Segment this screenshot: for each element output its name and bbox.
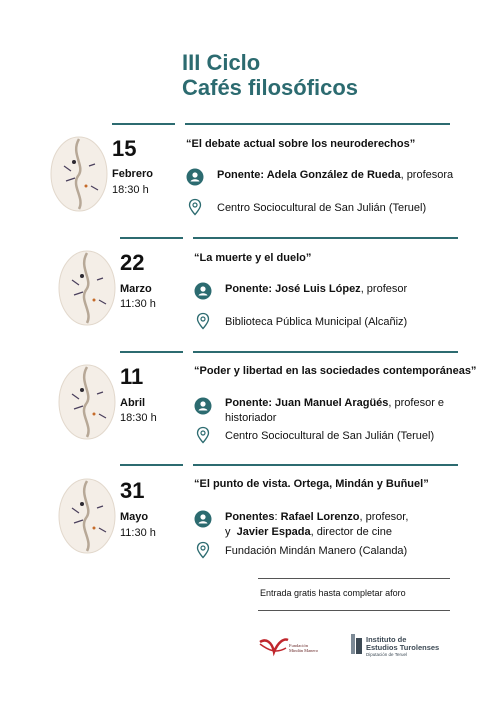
event-day: 11 — [120, 364, 144, 389]
person-icon — [194, 282, 212, 300]
event-venue: Centro Sociocultural de San Julián (Teruel) — [225, 430, 435, 442]
speaker-role: , profesor, — [359, 511, 409, 523]
event-title: “La muerte y el duelo” — [194, 252, 312, 264]
fundacion-line2: Mindán Manero — [289, 648, 319, 653]
separator-rule — [193, 237, 458, 239]
instituto-line2: Estudios Turolenses — [366, 643, 440, 652]
separator-rule — [120, 351, 183, 353]
event-time: 18:30 h — [112, 184, 149, 196]
speaker-role-line2: historiador — [225, 412, 277, 424]
person-icon — [194, 397, 212, 415]
event-title: “Poder y libertad en las sociedades contemporáneas” — [194, 365, 477, 377]
event-venue: Biblioteca Pública Municipal (Alcañiz) — [225, 316, 408, 328]
speaker-colon: : — [274, 511, 281, 523]
fundacion-logo — [258, 634, 290, 662]
speaker-label: Ponente: Juan Manuel Aragüés — [225, 397, 389, 409]
event-venue: Centro Sociocultural de San Julián (Teruel) — [217, 202, 427, 214]
fundacion-line1: Fundación — [289, 643, 308, 648]
title-line-1: III Ciclo — [182, 50, 261, 75]
event-month: Mayo — [120, 511, 149, 523]
event-speaker — [225, 510, 455, 540]
location-pin-icon — [186, 198, 204, 216]
separator-rule — [120, 464, 183, 466]
speaker-label: Ponentes — [225, 511, 275, 523]
speaker-name: Javier Espada — [236, 526, 311, 538]
event-day: 22 — [120, 250, 145, 275]
coffee-bean-icon — [56, 362, 118, 442]
coffee-bean-icon — [56, 476, 118, 556]
event-day: 31 — [120, 478, 145, 503]
instituto-logo-text — [366, 636, 439, 652]
event-month: Marzo — [120, 283, 152, 295]
separator-rule — [120, 237, 183, 239]
speaker-conjunction: y — [225, 526, 237, 538]
event-time: 11:30 h — [120, 527, 156, 539]
location-pin-icon — [194, 312, 212, 330]
event-title: “El debate actual sobre los neuroderechos” — [186, 138, 416, 150]
event-month: Abril — [120, 397, 146, 409]
speaker-name: Rafael Lorenzo — [280, 511, 360, 523]
separator-rule — [112, 123, 175, 125]
person-icon — [186, 168, 204, 186]
location-pin-icon — [194, 541, 212, 559]
speaker-label: Ponente: José Luis López — [225, 283, 361, 295]
speaker-role: , profesor e — [388, 397, 445, 409]
instituto-line1: Instituto de — [366, 635, 407, 644]
event-title: “El punto de vista. Ortega, Mindán y Buñuel” — [194, 478, 429, 490]
speaker-role: , director de cine — [310, 526, 392, 538]
event-speaker — [225, 282, 407, 297]
instituto-logo-mark — [350, 632, 364, 656]
event-venue: Fundación Mindán Manero (Calanda) — [225, 545, 408, 557]
free-entry-note: Entrada gratis hasta completar aforo — [260, 588, 406, 598]
speaker-role: , profesor — [360, 283, 408, 295]
event-day: 15 — [112, 136, 137, 161]
event-month: Febrero — [112, 168, 153, 180]
location-pin-icon — [194, 426, 212, 444]
person-icon — [194, 510, 212, 528]
speaker-role: , profesora — [400, 169, 454, 181]
event-time: 18:30 h — [120, 412, 157, 424]
coffee-bean-icon — [48, 134, 110, 214]
separator-rule — [193, 464, 458, 466]
event-speaker — [217, 168, 453, 183]
fundacion-logo-text — [289, 643, 318, 653]
page-title — [182, 50, 358, 100]
coffee-bean-icon — [56, 248, 118, 328]
instituto-subtitle: Diputación de Teruel — [366, 652, 407, 657]
separator-rule — [185, 123, 450, 125]
footer-rule-top — [258, 578, 450, 579]
separator-rule — [193, 351, 458, 353]
event-speaker — [225, 396, 455, 426]
title-line-2: Cafés filosóficos — [182, 75, 359, 100]
speaker-label: Ponente: Adela González de Rueda — [217, 169, 401, 181]
footer-rule-bottom — [258, 610, 450, 611]
event-time: 11:30 h — [120, 298, 156, 310]
